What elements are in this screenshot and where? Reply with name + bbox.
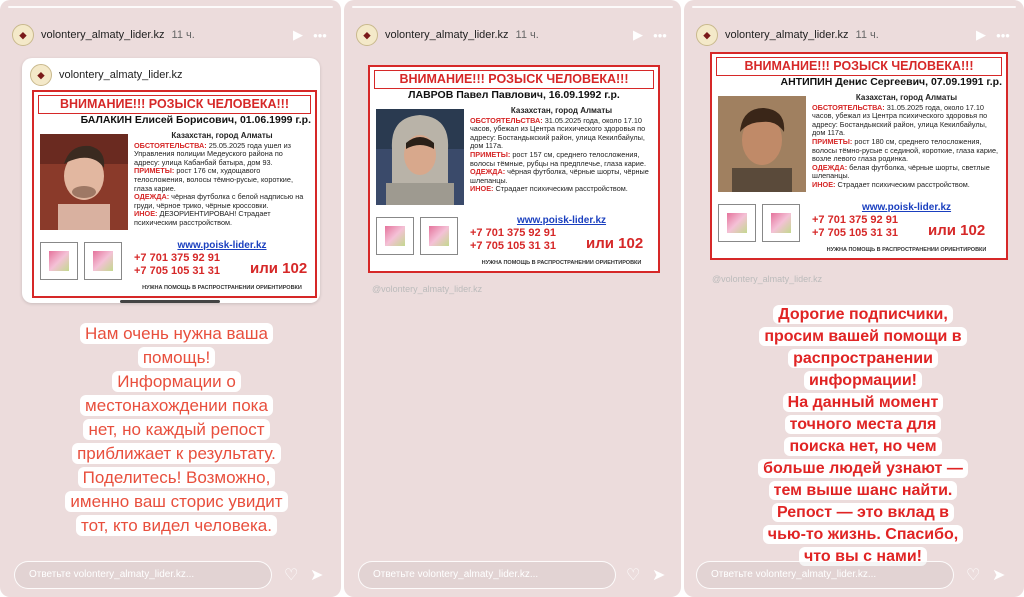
heart-icon[interactable]: ♡ — [284, 567, 299, 584]
avatar[interactable]: ◆ — [356, 24, 378, 46]
post-scroll-indicator — [120, 300, 220, 303]
phone-numbers — [134, 252, 220, 277]
avatar[interactable]: ◆ — [696, 24, 718, 46]
other-label: ИНОЕ: — [812, 179, 836, 189]
signs-label: ПРИМЕТЫ: — [470, 149, 511, 159]
send-icon[interactable]: ➤ — [652, 567, 666, 584]
post-time: 11 ч. — [515, 29, 539, 41]
phone-numbers — [812, 214, 898, 239]
clothes-label: ОДЕЖДА: — [134, 192, 170, 202]
story-header — [356, 23, 671, 47]
phone-2: +7 705 105 31 31 — [812, 226, 898, 239]
caption-line: тот, кто видел человека. — [76, 515, 277, 536]
other-text: ДЕЗОРИЕНТИРОВАН! Страдает психическим расстройством. — [134, 209, 271, 227]
more-icon[interactable]: ••• — [313, 27, 327, 43]
caption-line: Информации о — [112, 371, 241, 392]
circ-label: ОБСТОЯТЕЛЬСТВА: — [470, 115, 543, 125]
circ-text: 31.05.2025 года, около 17.10 часов, убежал из Центра психического здоровья по адресу: Бостандыкский район, улица Кекилбайулы, дом 117а. — [812, 102, 988, 138]
watermark: @volontery_almaty_lider.kz — [712, 274, 823, 284]
other-label: ИНОЕ: — [134, 209, 158, 219]
qr-code — [40, 242, 78, 280]
emergency-number: или 102 — [928, 222, 986, 239]
emergency-number: или 102 — [250, 260, 308, 277]
missing-person-poster — [368, 65, 660, 273]
missing-person-poster — [710, 52, 1008, 260]
signs-text: рост 157 см, среднего телосложения, волосы тёмные, рубцы на предплечье, глаза карие. — [470, 149, 646, 168]
more-icon[interactable]: ••• — [653, 27, 667, 43]
missing-person-poster — [32, 90, 317, 298]
story-header — [12, 23, 331, 47]
phone-1: +7 701 375 92 91 — [470, 227, 556, 239]
phone-numbers — [470, 227, 556, 252]
person-photo — [40, 134, 128, 230]
qr-code — [376, 217, 414, 255]
site-link[interactable]: www.poisk-lider.kz — [516, 215, 607, 226]
caption-line: просим вашей помощи в — [759, 327, 966, 346]
signs-text: рост 180 см, среднего телосложения, волосы тёмно-русые с сединой, короткие, глаза карие, возле левого глаза родинка. — [812, 136, 999, 164]
caption-line: На данный момент — [783, 393, 944, 412]
send-icon[interactable]: ➤ — [310, 567, 324, 584]
progress-bars — [692, 6, 1016, 8]
qr-code — [84, 242, 122, 280]
help-note: НУЖНА ПОМОЩЬ В РАСПРОСТРАНЕНИИ ОРИЕНТИРОВКИ — [826, 247, 987, 253]
signs-label: ПРИМЕТЫ: — [812, 136, 853, 146]
play-icon[interactable]: ▶ — [293, 27, 303, 42]
progress-bars — [8, 6, 333, 8]
poster-name: ЛАВРОВ Павел Павлович, 16.09.1992 г.р. — [408, 89, 620, 101]
caption-line: тем выше шанс найти. — [769, 481, 958, 500]
caption-line: чью-то жизнь. Спасибо, — [763, 525, 963, 544]
caption-line: Репост — это вклад в — [772, 503, 954, 522]
story-caption — [730, 302, 996, 570]
qr-code — [762, 204, 800, 242]
story-caption — [44, 320, 309, 540]
caption-line: нет, но каждый репост — [83, 419, 269, 440]
circ-text: 31.05.2025 года, около 17.10 часов, убежал из Центра психического здоровья по адресу: Бостандыкский район, улица Кекилбайулы, дом 117а. — [470, 115, 646, 151]
poster-title: ВНИМАНИЕ!!! РОЗЫСК ЧЕЛОВЕКА!!! — [374, 70, 654, 89]
post-avatar: ◆ — [30, 64, 52, 86]
username[interactable]: volontery_almaty_lider.kz — [725, 29, 849, 41]
progress-bar — [352, 6, 673, 8]
poster-city: Казахстан, город Алматы — [855, 93, 958, 102]
clothes-text: чёрная футболка с белой надписью на груди, чёрное трико, чёрные кроссовки. — [134, 192, 304, 210]
avatar[interactable]: ◆ — [12, 24, 34, 46]
caption-line: Дорогие подписчики, — [773, 305, 953, 324]
watermark: @volontery_almaty_lider.kz — [372, 284, 483, 294]
circ-label: ОБСТОЯТЕЛЬСТВА: — [812, 102, 885, 112]
progress-bars — [352, 6, 673, 8]
play-icon[interactable]: ▶ — [976, 27, 986, 42]
poster-city: Казахстан, город Алматы — [171, 131, 273, 140]
caption-line: больше людей узнают — — [758, 459, 968, 478]
username[interactable]: volontery_almaty_lider.kz — [385, 29, 509, 41]
caption-line: точного места для — [785, 415, 942, 434]
phone-2: +7 705 105 31 31 — [134, 264, 220, 277]
caption-line: именно ваш сторис увидит — [65, 491, 287, 512]
caption-line: информации! — [804, 371, 922, 390]
post-time: 11 ч. — [855, 29, 879, 41]
poster-details — [470, 107, 653, 194]
circ-label: ОБСТОЯТЕЛЬСТВА: — [134, 140, 207, 150]
other-label: ИНОЕ: — [470, 184, 494, 194]
person-photo — [376, 109, 464, 205]
play-icon[interactable]: ▶ — [633, 27, 643, 42]
progress-bar — [8, 6, 333, 8]
progress-bar — [692, 6, 1016, 8]
username[interactable]: volontery_almaty_lider.kz — [41, 29, 165, 41]
help-note: НУЖНА ПОМОЩЬ В РАСПРОСТРАНЕНИИ ОРИЕНТИРОВКИ — [481, 260, 642, 266]
caption-line: что вы с нами! — [799, 547, 927, 566]
post-username: volontery_almaty_lider.kz — [59, 69, 183, 81]
caption-line: распространении — [788, 349, 938, 368]
clothes-label: ОДЕЖДА: — [812, 162, 848, 172]
clothes-text: чёрная футболка, чёрные шорты, чёрные шлепанцы. — [470, 167, 649, 185]
caption-line: местонахождении пока — [80, 395, 273, 416]
site-link[interactable]: www.poisk-lider.kz — [177, 240, 267, 251]
more-icon[interactable]: ••• — [996, 27, 1010, 43]
poster-details — [812, 94, 1001, 190]
post-time: 11 ч. — [171, 29, 195, 41]
caption-line: помощь! — [138, 347, 215, 368]
caption-line: Поделитесь! Возможно, — [78, 467, 276, 488]
poster-title: ВНИМАНИЕ!!! РОЗЫСК ЧЕЛОВЕКА!!! — [716, 57, 1002, 76]
phone-1: +7 701 375 92 91 — [134, 252, 220, 264]
signs-text: рост 176 см, худощавого телосложения, волосы тёмно-русые, короткие, глаза карие. — [134, 166, 293, 193]
send-icon[interactable]: ➤ — [992, 567, 1006, 584]
help-note: НУЖНА ПОМОЩЬ В РАСПРОСТРАНЕНИИ ОРИЕНТИРОВКИ — [142, 285, 302, 291]
caption-line: поиска нет, но чем — [784, 437, 941, 456]
qr-code — [420, 217, 458, 255]
signs-label: ПРИМЕТЫ: — [134, 166, 175, 176]
poster-name: АНТИПИН Денис Сергеевич, 07.09.1991 г.р. — [780, 76, 1002, 88]
poster-name: БАЛАКИН Елисей Борисович, 01.06.1999 г.р. — [80, 114, 311, 126]
reply-input[interactable]: Ответьте volontery_almaty_lider.kz... — [696, 561, 954, 589]
post-header — [30, 64, 183, 86]
poster-details — [134, 132, 310, 228]
poster-city: Казахстан, город Алматы — [510, 106, 613, 115]
other-text: Страдает психическим расстройством. — [837, 179, 970, 189]
reply-input[interactable]: Ответьте volontery_almaty_lider.kz... — [358, 561, 616, 589]
story-panel-1[interactable] — [0, 0, 341, 597]
person-photo — [718, 96, 806, 192]
reply-input[interactable]: Ответьте volontery_almaty_lider.kz... — [14, 561, 272, 589]
clothes-label: ОДЕЖДА: — [470, 167, 506, 177]
phone-2: +7 705 105 31 31 — [470, 239, 556, 252]
caption-line: Нам очень нужна ваша — [80, 323, 273, 344]
circ-text: 25.05.2025 года ушел из Управления полиции Медеуского района по адресу: улица Кабанбай батыра, дом 93. — [134, 140, 292, 167]
clothes-text: белая футболка, чёрные шорты, светлые шлепанцы. — [812, 162, 990, 181]
heart-icon[interactable]: ♡ — [626, 567, 641, 584]
qr-code — [718, 204, 756, 242]
caption-line: приближает к результату. — [72, 443, 281, 464]
poster-title: ВНИМАНИЕ!!! РОЗЫСК ЧЕЛОВЕКА!!! — [38, 95, 311, 114]
site-link[interactable]: www.poisk-lider.kz — [861, 202, 952, 213]
heart-icon[interactable]: ♡ — [966, 567, 981, 584]
phone-1: +7 701 375 92 91 — [812, 214, 898, 226]
other-text: Страдает психическим расстройством. — [495, 184, 628, 194]
story-header — [696, 23, 1014, 47]
emergency-number: или 102 — [586, 235, 644, 252]
